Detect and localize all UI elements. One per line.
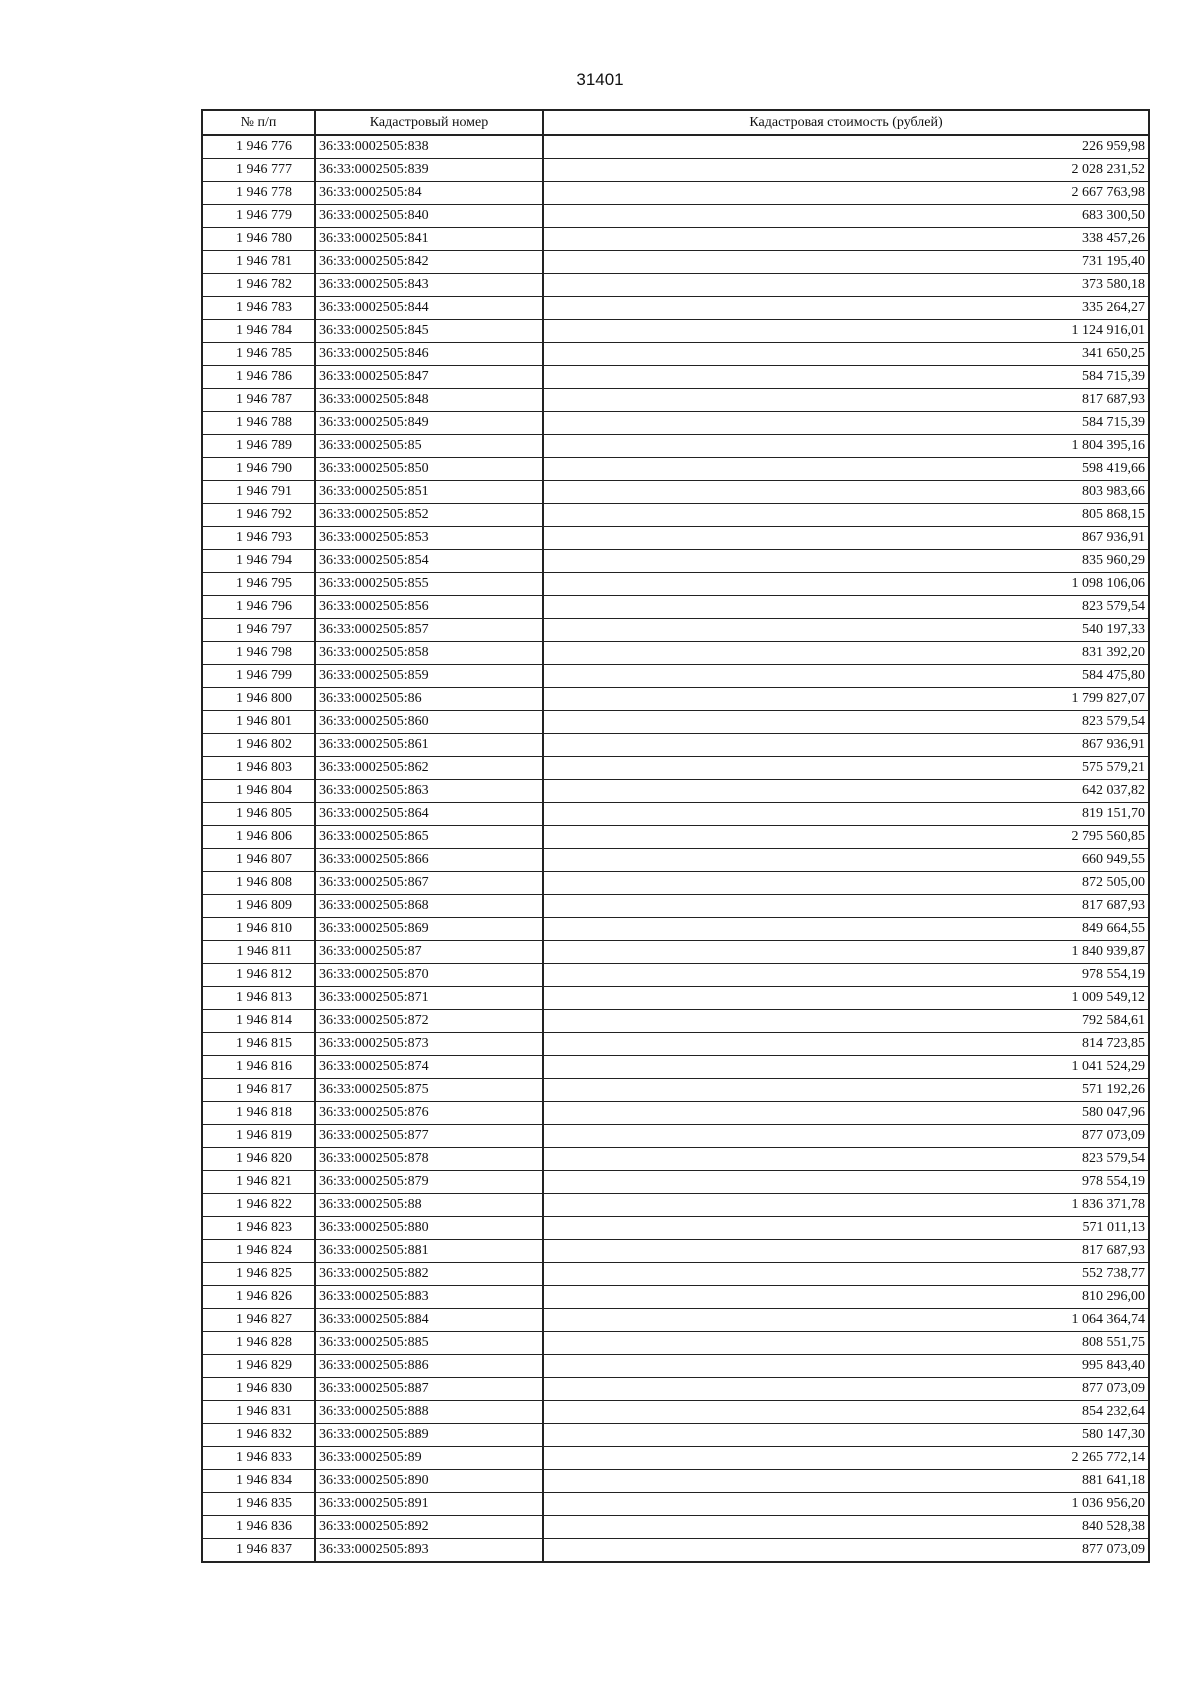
row-number-cell: 1 946 788 [202, 412, 315, 435]
cadastral-number-cell: 36:33:0002505:879 [315, 1171, 543, 1194]
cadastral-value-cell: 817 687,93 [543, 895, 1149, 918]
row-number-cell: 1 946 813 [202, 987, 315, 1010]
row-number-cell: 1 946 835 [202, 1493, 315, 1516]
table-row [202, 1493, 1149, 1516]
cadastral-number-cell: 36:33:0002505:847 [315, 366, 543, 389]
cadastral-number-cell: 36:33:0002505:86 [315, 688, 543, 711]
cadastral-value-cell: 598 419,66 [543, 458, 1149, 481]
cadastral-number-cell: 36:33:0002505:860 [315, 711, 543, 734]
cadastral-number-cell: 36:33:0002505:877 [315, 1125, 543, 1148]
table-row [202, 826, 1149, 849]
cadastral-number-cell: 36:33:0002505:892 [315, 1516, 543, 1539]
row-number-cell: 1 946 820 [202, 1148, 315, 1171]
table-row [202, 1401, 1149, 1424]
row-number-cell: 1 946 795 [202, 573, 315, 596]
row-number-cell: 1 946 780 [202, 228, 315, 251]
cadastral-number-cell: 36:33:0002505:882 [315, 1263, 543, 1286]
cadastral-number-cell: 36:33:0002505:855 [315, 573, 543, 596]
table-row [202, 895, 1149, 918]
cadastral-number-cell: 36:33:0002505:868 [315, 895, 543, 918]
cadastral-value-cell: 642 037,82 [543, 780, 1149, 803]
cadastral-value-cell: 683 300,50 [543, 205, 1149, 228]
cadastral-value-cell: 1 064 364,74 [543, 1309, 1149, 1332]
table-row [202, 596, 1149, 619]
table-row [202, 1171, 1149, 1194]
row-number-cell: 1 946 785 [202, 343, 315, 366]
cadastral-value-cell: 803 983,66 [543, 481, 1149, 504]
cadastral-value-cell: 2 795 560,85 [543, 826, 1149, 849]
cadastral-value-cell: 552 738,77 [543, 1263, 1149, 1286]
table-row [202, 1079, 1149, 1102]
row-number-cell: 1 946 806 [202, 826, 315, 849]
table-row [202, 780, 1149, 803]
cadastral-number-cell: 36:33:0002505:846 [315, 343, 543, 366]
cadastral-number-cell: 36:33:0002505:838 [315, 135, 543, 159]
cadastral-value-cell: 731 195,40 [543, 251, 1149, 274]
row-number-cell: 1 946 803 [202, 757, 315, 780]
cadastral-value-cell: 792 584,61 [543, 1010, 1149, 1033]
table-row [202, 688, 1149, 711]
header-cadastral-number: Кадастровый номер [315, 110, 543, 135]
table-row [202, 366, 1149, 389]
cadastral-value-cell: 2 028 231,52 [543, 159, 1149, 182]
cadastral-value-cell: 872 505,00 [543, 872, 1149, 895]
cadastral-number-cell: 36:33:0002505:853 [315, 527, 543, 550]
table-row [202, 504, 1149, 527]
row-number-cell: 1 946 826 [202, 1286, 315, 1309]
table-row [202, 918, 1149, 941]
cadastral-value-cell: 1 041 524,29 [543, 1056, 1149, 1079]
row-number-cell: 1 946 784 [202, 320, 315, 343]
cadastral-value-cell: 584 475,80 [543, 665, 1149, 688]
row-number-cell: 1 946 804 [202, 780, 315, 803]
table-row [202, 1033, 1149, 1056]
cadastral-value-cell: 877 073,09 [543, 1125, 1149, 1148]
table-row [202, 1148, 1149, 1171]
cadastral-number-cell: 36:33:0002505:867 [315, 872, 543, 895]
table-row [202, 182, 1149, 205]
table-row [202, 251, 1149, 274]
row-number-cell: 1 946 796 [202, 596, 315, 619]
row-number-cell: 1 946 828 [202, 1332, 315, 1355]
row-number-cell: 1 946 792 [202, 504, 315, 527]
table-row [202, 205, 1149, 228]
cadastral-number-cell: 36:33:0002505:884 [315, 1309, 543, 1332]
cadastral-value-cell: 817 687,93 [543, 1240, 1149, 1263]
cadastral-value-cell: 226 959,98 [543, 135, 1149, 159]
table-row [202, 135, 1149, 159]
cadastral-number-cell: 36:33:0002505:878 [315, 1148, 543, 1171]
cadastral-number-cell: 36:33:0002505:866 [315, 849, 543, 872]
table-row [202, 872, 1149, 895]
cadastral-value-cell: 1 840 939,87 [543, 941, 1149, 964]
cadastral-number-cell: 36:33:0002505:841 [315, 228, 543, 251]
row-number-cell: 1 946 823 [202, 1217, 315, 1240]
table-row [202, 803, 1149, 826]
cadastral-number-cell: 36:33:0002505:851 [315, 481, 543, 504]
table-row [202, 1125, 1149, 1148]
cadastral-value-cell: 823 579,54 [543, 1148, 1149, 1171]
cadastral-value-cell: 978 554,19 [543, 1171, 1149, 1194]
cadastral-number-cell: 36:33:0002505:88 [315, 1194, 543, 1217]
cadastral-value-cell: 823 579,54 [543, 711, 1149, 734]
cadastral-value-cell: 867 936,91 [543, 527, 1149, 550]
cadastral-number-cell: 36:33:0002505:880 [315, 1217, 543, 1240]
cadastral-value-cell: 1 036 956,20 [543, 1493, 1149, 1516]
cadastral-value-cell: 817 687,93 [543, 389, 1149, 412]
table-row [202, 1355, 1149, 1378]
cadastral-number-cell: 36:33:0002505:844 [315, 297, 543, 320]
table-row [202, 665, 1149, 688]
table-row [202, 619, 1149, 642]
cadastral-number-cell: 36:33:0002505:873 [315, 1033, 543, 1056]
row-number-cell: 1 946 799 [202, 665, 315, 688]
cadastral-value-cell: 1 836 371,78 [543, 1194, 1149, 1217]
table-row [202, 1240, 1149, 1263]
table-row [202, 412, 1149, 435]
table-row [202, 389, 1149, 412]
cadastral-value-cell: 571 011,13 [543, 1217, 1149, 1240]
row-number-cell: 1 946 790 [202, 458, 315, 481]
table-row [202, 1424, 1149, 1447]
cadastral-number-cell: 36:33:0002505:869 [315, 918, 543, 941]
row-number-cell: 1 946 777 [202, 159, 315, 182]
table-row [202, 1539, 1149, 1563]
cadastral-number-cell: 36:33:0002505:85 [315, 435, 543, 458]
row-number-cell: 1 946 822 [202, 1194, 315, 1217]
table-row [202, 711, 1149, 734]
cadastral-value-cell: 995 843,40 [543, 1355, 1149, 1378]
row-number-cell: 1 946 832 [202, 1424, 315, 1447]
cadastral-number-cell: 36:33:0002505:863 [315, 780, 543, 803]
row-number-cell: 1 946 824 [202, 1240, 315, 1263]
cadastral-number-cell: 36:33:0002505:865 [315, 826, 543, 849]
row-number-cell: 1 946 776 [202, 135, 315, 159]
cadastral-value-cell: 808 551,75 [543, 1332, 1149, 1355]
cadastral-value-cell: 2 667 763,98 [543, 182, 1149, 205]
cadastral-value-cell: 805 868,15 [543, 504, 1149, 527]
cadastral-number-cell: 36:33:0002505:864 [315, 803, 543, 826]
row-number-cell: 1 946 809 [202, 895, 315, 918]
page-number: 31401 [576, 70, 624, 89]
cadastral-value-cell: 831 392,20 [543, 642, 1149, 665]
table-row [202, 734, 1149, 757]
cadastral-number-cell: 36:33:0002505:871 [315, 987, 543, 1010]
row-number-cell: 1 946 817 [202, 1079, 315, 1102]
cadastral-number-cell: 36:33:0002505:843 [315, 274, 543, 297]
cadastral-number-cell: 36:33:0002505:886 [315, 1355, 543, 1378]
row-number-cell: 1 946 781 [202, 251, 315, 274]
row-number-cell: 1 946 798 [202, 642, 315, 665]
cadastral-value-cell: 584 715,39 [543, 366, 1149, 389]
row-number-cell: 1 946 818 [202, 1102, 315, 1125]
cadastral-value-cell: 580 147,30 [543, 1424, 1149, 1447]
row-number-cell: 1 946 791 [202, 481, 315, 504]
row-number-cell: 1 946 793 [202, 527, 315, 550]
row-number-cell: 1 946 808 [202, 872, 315, 895]
cadastral-value-cell: 1 799 827,07 [543, 688, 1149, 711]
cadastral-value-cell: 341 650,25 [543, 343, 1149, 366]
table-row [202, 527, 1149, 550]
row-number-cell: 1 946 805 [202, 803, 315, 826]
cadastral-value-cell: 575 579,21 [543, 757, 1149, 780]
table-row [202, 297, 1149, 320]
cadastral-number-cell: 36:33:0002505:874 [315, 1056, 543, 1079]
cadastral-value-cell: 580 047,96 [543, 1102, 1149, 1125]
cadastral-value-cell: 823 579,54 [543, 596, 1149, 619]
cadastral-number-cell: 36:33:0002505:881 [315, 1240, 543, 1263]
cadastral-value-cell: 854 232,64 [543, 1401, 1149, 1424]
cadastral-value-cell: 810 296,00 [543, 1286, 1149, 1309]
row-number-cell: 1 946 810 [202, 918, 315, 941]
table-row [202, 1447, 1149, 1470]
cadastral-number-cell: 36:33:0002505:888 [315, 1401, 543, 1424]
cadastral-number-cell: 36:33:0002505:857 [315, 619, 543, 642]
row-number-cell: 1 946 833 [202, 1447, 315, 1470]
cadastral-number-cell: 36:33:0002505:872 [315, 1010, 543, 1033]
cadastral-number-cell: 36:33:0002505:840 [315, 205, 543, 228]
row-number-cell: 1 946 786 [202, 366, 315, 389]
table-row [202, 1516, 1149, 1539]
cadastral-number-cell: 36:33:0002505:848 [315, 389, 543, 412]
row-number-cell: 1 946 800 [202, 688, 315, 711]
cadastral-number-cell: 36:33:0002505:875 [315, 1079, 543, 1102]
table-row [202, 550, 1149, 573]
cadastral-number-cell: 36:33:0002505:854 [315, 550, 543, 573]
cadastral-number-cell: 36:33:0002505:889 [315, 1424, 543, 1447]
row-number-cell: 1 946 816 [202, 1056, 315, 1079]
table-row [202, 1378, 1149, 1401]
table-row [202, 1217, 1149, 1240]
cadastral-value-cell: 814 723,85 [543, 1033, 1149, 1056]
cadastral-number-cell: 36:33:0002505:876 [315, 1102, 543, 1125]
table-row [202, 757, 1149, 780]
row-number-cell: 1 946 807 [202, 849, 315, 872]
table-row [202, 1056, 1149, 1079]
table-row [202, 228, 1149, 251]
table-row [202, 987, 1149, 1010]
table-row [202, 849, 1149, 872]
table-body [202, 135, 1149, 1562]
cadastral-table [201, 109, 1150, 1563]
table-row [202, 458, 1149, 481]
table-row [202, 642, 1149, 665]
table-row [202, 159, 1149, 182]
cadastral-number-cell: 36:33:0002505:856 [315, 596, 543, 619]
cadastral-value-cell: 584 715,39 [543, 412, 1149, 435]
cadastral-value-cell: 1 009 549,12 [543, 987, 1149, 1010]
cadastral-number-cell: 36:33:0002505:84 [315, 182, 543, 205]
row-number-cell: 1 946 831 [202, 1401, 315, 1424]
table-row [202, 435, 1149, 458]
row-number-cell: 1 946 801 [202, 711, 315, 734]
row-number-cell: 1 946 797 [202, 619, 315, 642]
cadastral-value-cell: 2 265 772,14 [543, 1447, 1149, 1470]
header-row-number: № п/п [202, 110, 315, 135]
cadastral-value-cell: 571 192,26 [543, 1079, 1149, 1102]
cadastral-number-cell: 36:33:0002505:891 [315, 1493, 543, 1516]
table-row [202, 964, 1149, 987]
row-number-cell: 1 946 802 [202, 734, 315, 757]
cadastral-value-cell: 849 664,55 [543, 918, 1149, 941]
row-number-cell: 1 946 825 [202, 1263, 315, 1286]
table-header-row [202, 110, 1149, 135]
table-row [202, 573, 1149, 596]
row-number-cell: 1 946 812 [202, 964, 315, 987]
cadastral-value-cell: 335 264,27 [543, 297, 1149, 320]
cadastral-number-cell: 36:33:0002505:850 [315, 458, 543, 481]
cadastral-value-cell: 840 528,38 [543, 1516, 1149, 1539]
table-row [202, 1332, 1149, 1355]
cadastral-value-cell: 338 457,26 [543, 228, 1149, 251]
cadastral-value-cell: 867 936,91 [543, 734, 1149, 757]
cadastral-number-cell: 36:33:0002505:842 [315, 251, 543, 274]
table-row [202, 1309, 1149, 1332]
cadastral-number-cell: 36:33:0002505:862 [315, 757, 543, 780]
cadastral-number-cell: 36:33:0002505:885 [315, 1332, 543, 1355]
cadastral-value-cell: 1 804 395,16 [543, 435, 1149, 458]
table-row [202, 343, 1149, 366]
cadastral-number-cell: 36:33:0002505:861 [315, 734, 543, 757]
cadastral-number-cell: 36:33:0002505:852 [315, 504, 543, 527]
row-number-cell: 1 946 834 [202, 1470, 315, 1493]
table-row [202, 1286, 1149, 1309]
cadastral-number-cell: 36:33:0002505:870 [315, 964, 543, 987]
cadastral-value-cell: 835 960,29 [543, 550, 1149, 573]
cadastral-value-cell: 373 580,18 [543, 274, 1149, 297]
cadastral-value-cell: 978 554,19 [543, 964, 1149, 987]
row-number-cell: 1 946 829 [202, 1355, 315, 1378]
row-number-cell: 1 946 827 [202, 1309, 315, 1332]
table-row [202, 1010, 1149, 1033]
row-number-cell: 1 946 836 [202, 1516, 315, 1539]
row-number-cell: 1 946 779 [202, 205, 315, 228]
cadastral-number-cell: 36:33:0002505:887 [315, 1378, 543, 1401]
row-number-cell: 1 946 821 [202, 1171, 315, 1194]
cadastral-value-cell: 881 641,18 [543, 1470, 1149, 1493]
row-number-cell: 1 946 815 [202, 1033, 315, 1056]
cadastral-value-cell: 877 073,09 [543, 1378, 1149, 1401]
row-number-cell: 1 946 830 [202, 1378, 315, 1401]
cadastral-number-cell: 36:33:0002505:849 [315, 412, 543, 435]
row-number-cell: 1 946 789 [202, 435, 315, 458]
table-row [202, 1470, 1149, 1493]
row-number-cell: 1 946 778 [202, 182, 315, 205]
cadastral-number-cell: 36:33:0002505:890 [315, 1470, 543, 1493]
row-number-cell: 1 946 787 [202, 389, 315, 412]
cadastral-value-cell: 877 073,09 [543, 1539, 1149, 1563]
cadastral-number-cell: 36:33:0002505:859 [315, 665, 543, 688]
table-row [202, 1263, 1149, 1286]
table-row [202, 481, 1149, 504]
cadastral-value-cell: 660 949,55 [543, 849, 1149, 872]
row-number-cell: 1 946 811 [202, 941, 315, 964]
cadastral-number-cell: 36:33:0002505:893 [315, 1539, 543, 1563]
table-row [202, 320, 1149, 343]
row-number-cell: 1 946 819 [202, 1125, 315, 1148]
cadastral-value-cell: 1 124 916,01 [543, 320, 1149, 343]
table-row [202, 1102, 1149, 1125]
cadastral-value-cell: 540 197,33 [543, 619, 1149, 642]
row-number-cell: 1 946 783 [202, 297, 315, 320]
table-row [202, 274, 1149, 297]
cadastral-number-cell: 36:33:0002505:839 [315, 159, 543, 182]
cadastral-number-cell: 36:33:0002505:87 [315, 941, 543, 964]
cadastral-number-cell: 36:33:0002505:89 [315, 1447, 543, 1470]
row-number-cell: 1 946 794 [202, 550, 315, 573]
cadastral-value-cell: 819 151,70 [543, 803, 1149, 826]
cadastral-number-cell: 36:33:0002505:858 [315, 642, 543, 665]
cadastral-number-cell: 36:33:0002505:883 [315, 1286, 543, 1309]
cadastral-value-cell: 1 098 106,06 [543, 573, 1149, 596]
table-row [202, 1194, 1149, 1217]
header-cadastral-value: Кадастровая стоимость (рублей) [543, 110, 1149, 135]
row-number-cell: 1 946 814 [202, 1010, 315, 1033]
row-number-cell: 1 946 782 [202, 274, 315, 297]
cadastral-number-cell: 36:33:0002505:845 [315, 320, 543, 343]
row-number-cell: 1 946 837 [202, 1539, 315, 1563]
table-row [202, 941, 1149, 964]
